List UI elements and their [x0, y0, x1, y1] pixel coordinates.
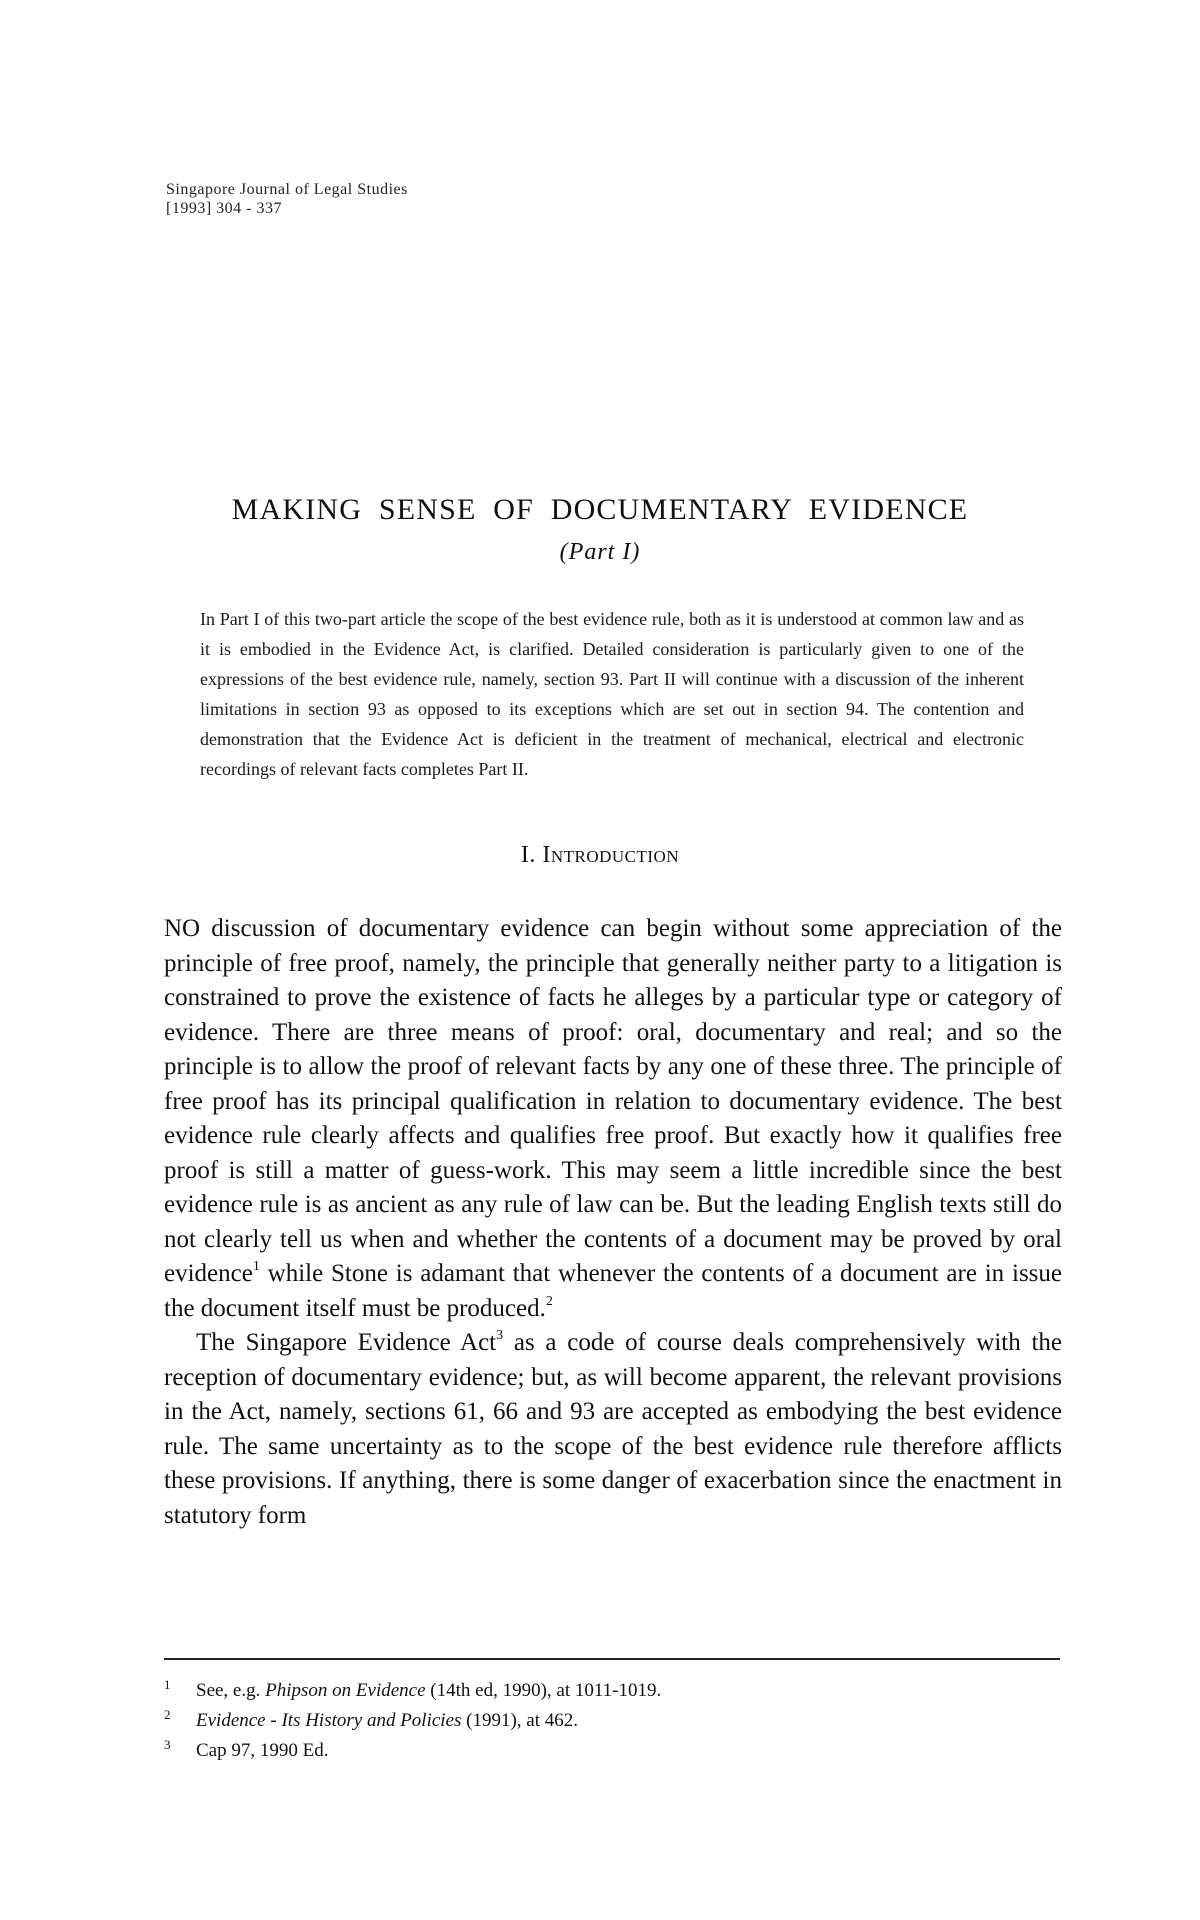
footnote-divider: [164, 1658, 1060, 1660]
footnote-ref-2: 2: [545, 1293, 553, 1309]
footnote-text-cont: (14th ed, 1990), at 1011-1019.: [425, 1680, 662, 1701]
footnote-ref-1: 1: [252, 1259, 260, 1274]
journal-name: Singapore Journal of Legal Studies: [166, 181, 408, 198]
footnote-number: 1: [164, 1677, 171, 1692]
footnotes: [164, 1676, 1060, 1766]
footnote-ref-3: 3: [496, 1328, 504, 1343]
footnote-text-cont: (1991), at 462.: [461, 1710, 579, 1731]
journal-header: [166, 180, 408, 218]
article-title: MAKING SENSE OF DOCUMENTARY EVIDENCE: [231, 493, 969, 526]
footnote-2: [164, 1706, 1060, 1736]
body-text: [164, 912, 1062, 1533]
footnote-text: Cap 97, 1990 Ed.: [196, 1740, 329, 1761]
paragraph-1: [164, 912, 1062, 1326]
paragraph-1-text-cont: while Stone is adamant that whenever the contents of a document are in issue the document itself must be produced.: [164, 1260, 1062, 1322]
footnote-3: [164, 1736, 1060, 1766]
footnote-1: [164, 1676, 1060, 1706]
footnote-source-title: Evidence - Its History and Policies: [196, 1710, 462, 1731]
journal-citation: [1993] 304 - 337: [166, 200, 282, 217]
footnote-source-title: Phipson on Evidence: [265, 1680, 426, 1701]
footnote-number: 3: [164, 1737, 171, 1752]
article-subtitle: (Part I): [559, 539, 641, 565]
paragraph-2-text: as a code of course deals comprehensively with the reception of documentary evidence; but, as will become apparent, the relevant provisions in the Act, namely, sections 61, 66 and 93 are accepted as embodying the best evidence rule. The same uncertainty as to the scope of the best evidence rule therefore afflicts these provisions. If anything, there is some danger of exacerbation since the enactment in statutory form: [164, 1329, 1062, 1529]
paragraph-1-text: NO discussion of documentary evidence can begin without some appreciation of the principle of free proof, namely, the principle that generally neither party to a litigation is constrained to prove the existence of facts he alleges by a particular type or category of evidence. There are three means of proof: oral, documentary and real; and so the principle is to allow the proof of relevant facts by any one of these three. The principle of free proof has its principal qualification in relation to documentary evidence. The best evidence rule clearly affects and qualifies free proof. But exactly how it qualifies free proof is still a matter of guess-work. This may seem a little incredible since the best evidence rule is as ancient as any rule of law can be. But the leading English texts still do not clearly tell us when and whether the contents of a document may be proved by oral evidence: [164, 915, 1062, 1287]
abstract: In Part I of this two-part article the scope of the best evidence rule, both as it is understood at common law and as it is embodied in the Evidence Act, is clarified. Detailed consideration is particularly given to one of the expressions of the best evidence rule, namely, section 93. Part II will continue with a discussion of the inherent limitations in section 93 as opposed to its exceptions which are set out in section 94. The contention and demonstration that the Evidence Act is deficient in the treatment of mechanical, electrical and electronic recordings of relevant facts completes Part II.: [200, 609, 1024, 779]
paragraph-2: [164, 1326, 1062, 1533]
section-heading: I. Introduction: [520, 842, 680, 868]
footnote-text: See, e.g.: [196, 1680, 266, 1701]
paragraph-2-start: The Singapore Evidence Act: [196, 1329, 497, 1356]
footnote-number: 2: [164, 1707, 171, 1722]
title-block: [0, 490, 1200, 570]
